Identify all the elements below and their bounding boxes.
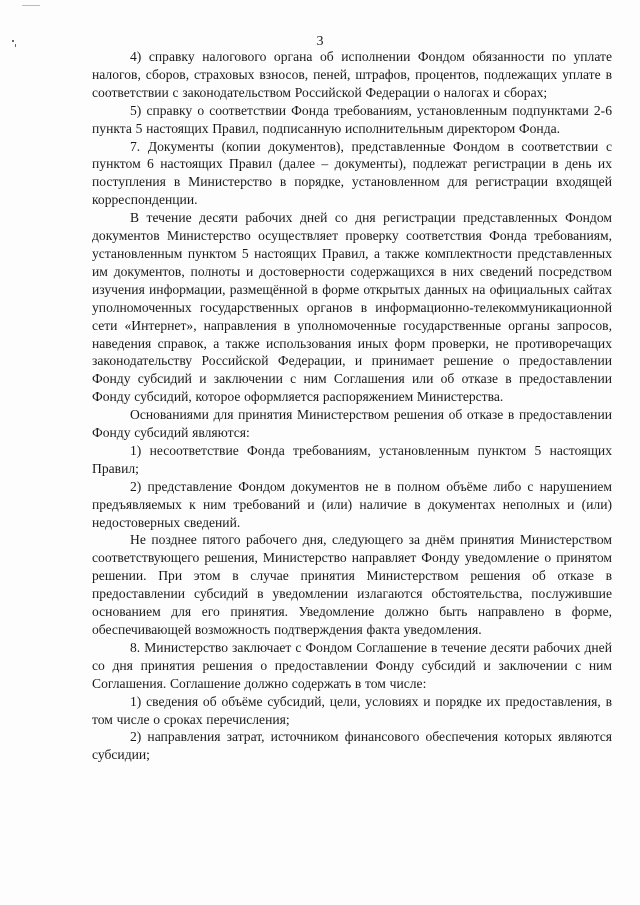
scan-artifact [22, 5, 40, 6]
paragraph-agreement-2: 2) направления затрат, источником финансового обеспечения которых являются субсидии; [92, 729, 612, 763]
paragraph-verification: В течение десяти рабочих дней со дня регистрации представленных Фондом документов Министерство осуществляет проверку соответствия Фонда требованиям, установленным пунктом 5 настоящих Правил, а также комплектности представленных им документов, полноты и достоверности содержащихся в них сведений посредством изучения информации, размещённой в форме открытых данных на официальных сайтах уполномоченных государственных органов в информационно-телекоммуникационной сети «Интернет», направления в уполномоченные государственные органы запросов, наведения справок, а также использования иных форм проверки, не противоречащих законодательству Российской Федерации, и принимает решение о предоставлении Фонду субсидий и заключении с ним Соглашения или об отказе в предоставлении Фонду субсидий, которое оформляется распоряжением Министерства. [92, 210, 612, 405]
paragraph-agreement-1: 1) сведения об объёме субсидий, цели, условиях и порядке их предоставления, в том числе о сроках перечисления; [92, 693, 612, 727]
document-body [92, 48, 612, 764]
page-number: 3 [316, 34, 324, 49]
paragraph-refusal-2: 2) представление Фондом документов не в полном объёме либо с нарушением предъявляемых к ним требований и (или) наличие в документах неполных и (или) недостоверных сведений. [92, 478, 612, 530]
paragraph-item-5: 5) справку о соответствии Фонда требованиям, установленным подпунктами 2-6 пункта 5 настоящих Правил, подписанную исполнительным директором Фонда. [92, 102, 612, 136]
paragraph-clause-8: 8. Министерство заключает с Фондом Соглашение в течение десяти рабочих дней со дня принятия решения о предоставлении Фонду субсидий и заключении с ним Соглашения. Соглашение должно содержать в том числе: [92, 639, 612, 691]
paragraph-clause-7: 7. Документы (копии документов), представленные Фондом в соответствии с пунктом 6 настоящих Правил (далее – документы), подлежат регистрации в день их поступления в Министерство в порядке, установленном для регистрации входящей корреспонденции. [92, 138, 612, 208]
paragraph-refusal-grounds: Основаниями для принятия Министерством решения об отказе в предоставлении Фонду субсидий являются: [92, 407, 612, 441]
paragraph-item-4: 4) справку налогового органа об исполнении Фондом обязанности по уплате налогов, сборов, страховых взносов, пеней, штрафов, процентов, подлежащих уплате в соответствии с законодательством Российской Федерации о налогах и сборах; [92, 49, 612, 100]
paragraph-refusal-1: 1) несоответствие Фонда требованиям, установленным пунктом 5 настоящих Правил; [92, 442, 612, 476]
paragraph-notification: Не позднее пятого рабочего дня, следующего за днём принятия Министерством соответствующего решения, Министерство направляет Фонду уведомление о принятом решении. При этом в случае принятия Министерством решения об отказе в предоставлении субсидий в уведомлении излагаются обстоятельства, послужившие основанием для его принятия. Уведомление должно быть направлено в форме, обеспечивающей возможность подтверждения факта уведомления. [92, 532, 612, 637]
